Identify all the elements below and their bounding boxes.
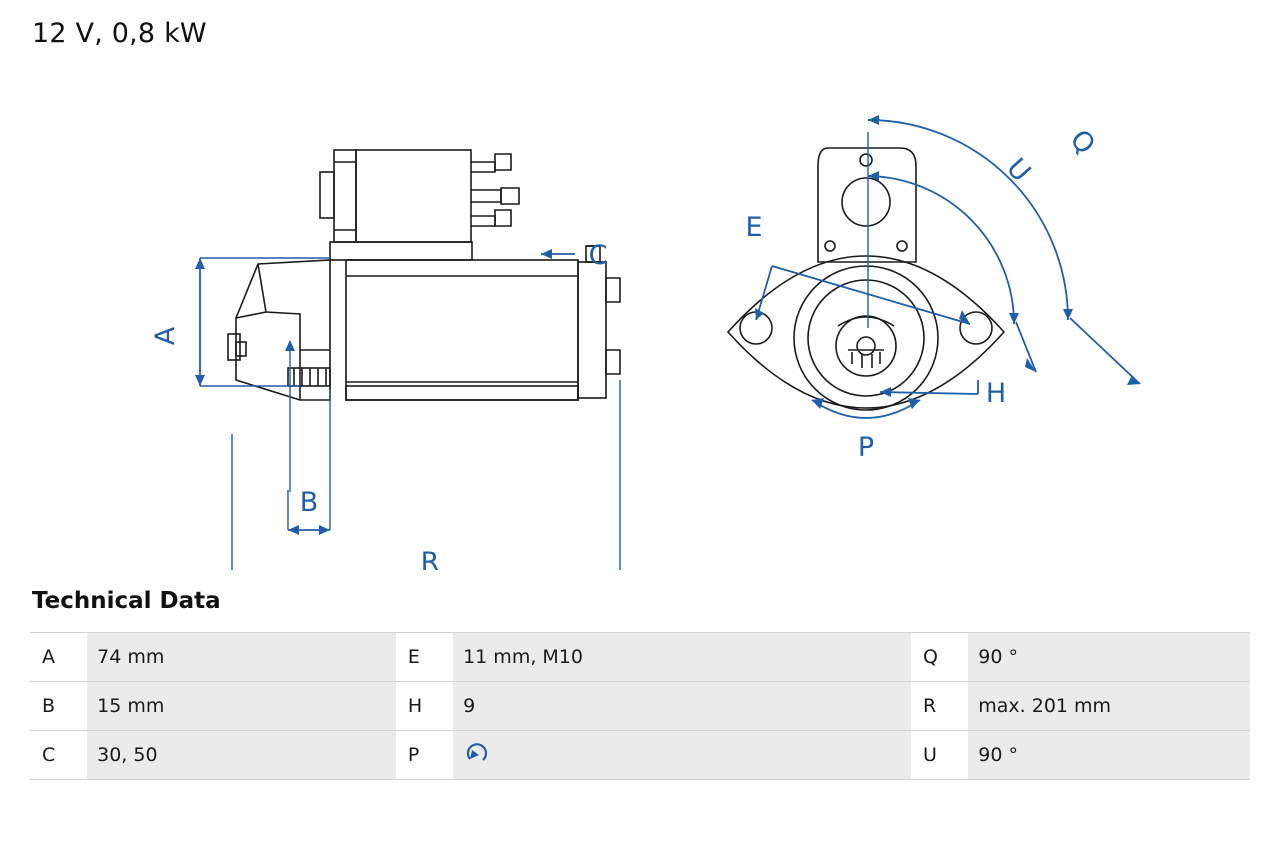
row-key-H: H: [396, 682, 453, 731]
row-value-B: 15 mm: [87, 682, 396, 731]
row-key-A: A: [30, 633, 87, 682]
row-key-B: B: [30, 682, 87, 731]
row-value-E: 11 mm, M10: [453, 633, 911, 682]
side-view-dimension-lines: [195, 249, 620, 570]
page-title: 12 V, 0,8 kW: [32, 18, 207, 49]
label-U: U: [1000, 152, 1037, 189]
row-key-U: U: [911, 731, 968, 780]
front-view-dimension-lines: [700, 115, 1210, 418]
label-E: E: [745, 212, 763, 243]
row-value-Q: 90 °: [968, 633, 1250, 682]
technical-drawing: [0, 50, 1280, 570]
label-Q: Q: [1063, 124, 1101, 161]
table-row: [30, 682, 1250, 731]
table-row: [30, 633, 1250, 682]
row-value-U: 90 °: [968, 731, 1250, 780]
label-B: B: [299, 487, 319, 518]
row-key-E: E: [396, 633, 453, 682]
front-view-outline: [728, 148, 1007, 410]
label-C: C: [588, 240, 608, 271]
side-view-outline: [228, 150, 620, 400]
side-view-dimension-labels: [150, 240, 607, 570]
row-key-R: R: [911, 682, 968, 731]
row-key-P: P: [396, 731, 453, 780]
row-key-C: C: [30, 731, 87, 780]
row-key-Q: Q: [911, 633, 968, 682]
rotation-direction-icon: [463, 738, 493, 773]
label-H: H: [985, 378, 1007, 409]
label-R: R: [420, 547, 440, 570]
row-value-H: 9: [453, 682, 911, 731]
technical-data-heading: Technical Data: [32, 588, 221, 614]
technical-data-table: [30, 632, 1250, 780]
label-A: A: [150, 326, 181, 346]
row-value-A: 74 mm: [87, 633, 396, 682]
label-P: P: [857, 432, 875, 463]
row-value-P: [453, 731, 911, 780]
table-row: [30, 731, 1250, 780]
row-value-C: 30, 50: [87, 731, 396, 780]
row-value-R: max. 201 mm: [968, 682, 1250, 731]
